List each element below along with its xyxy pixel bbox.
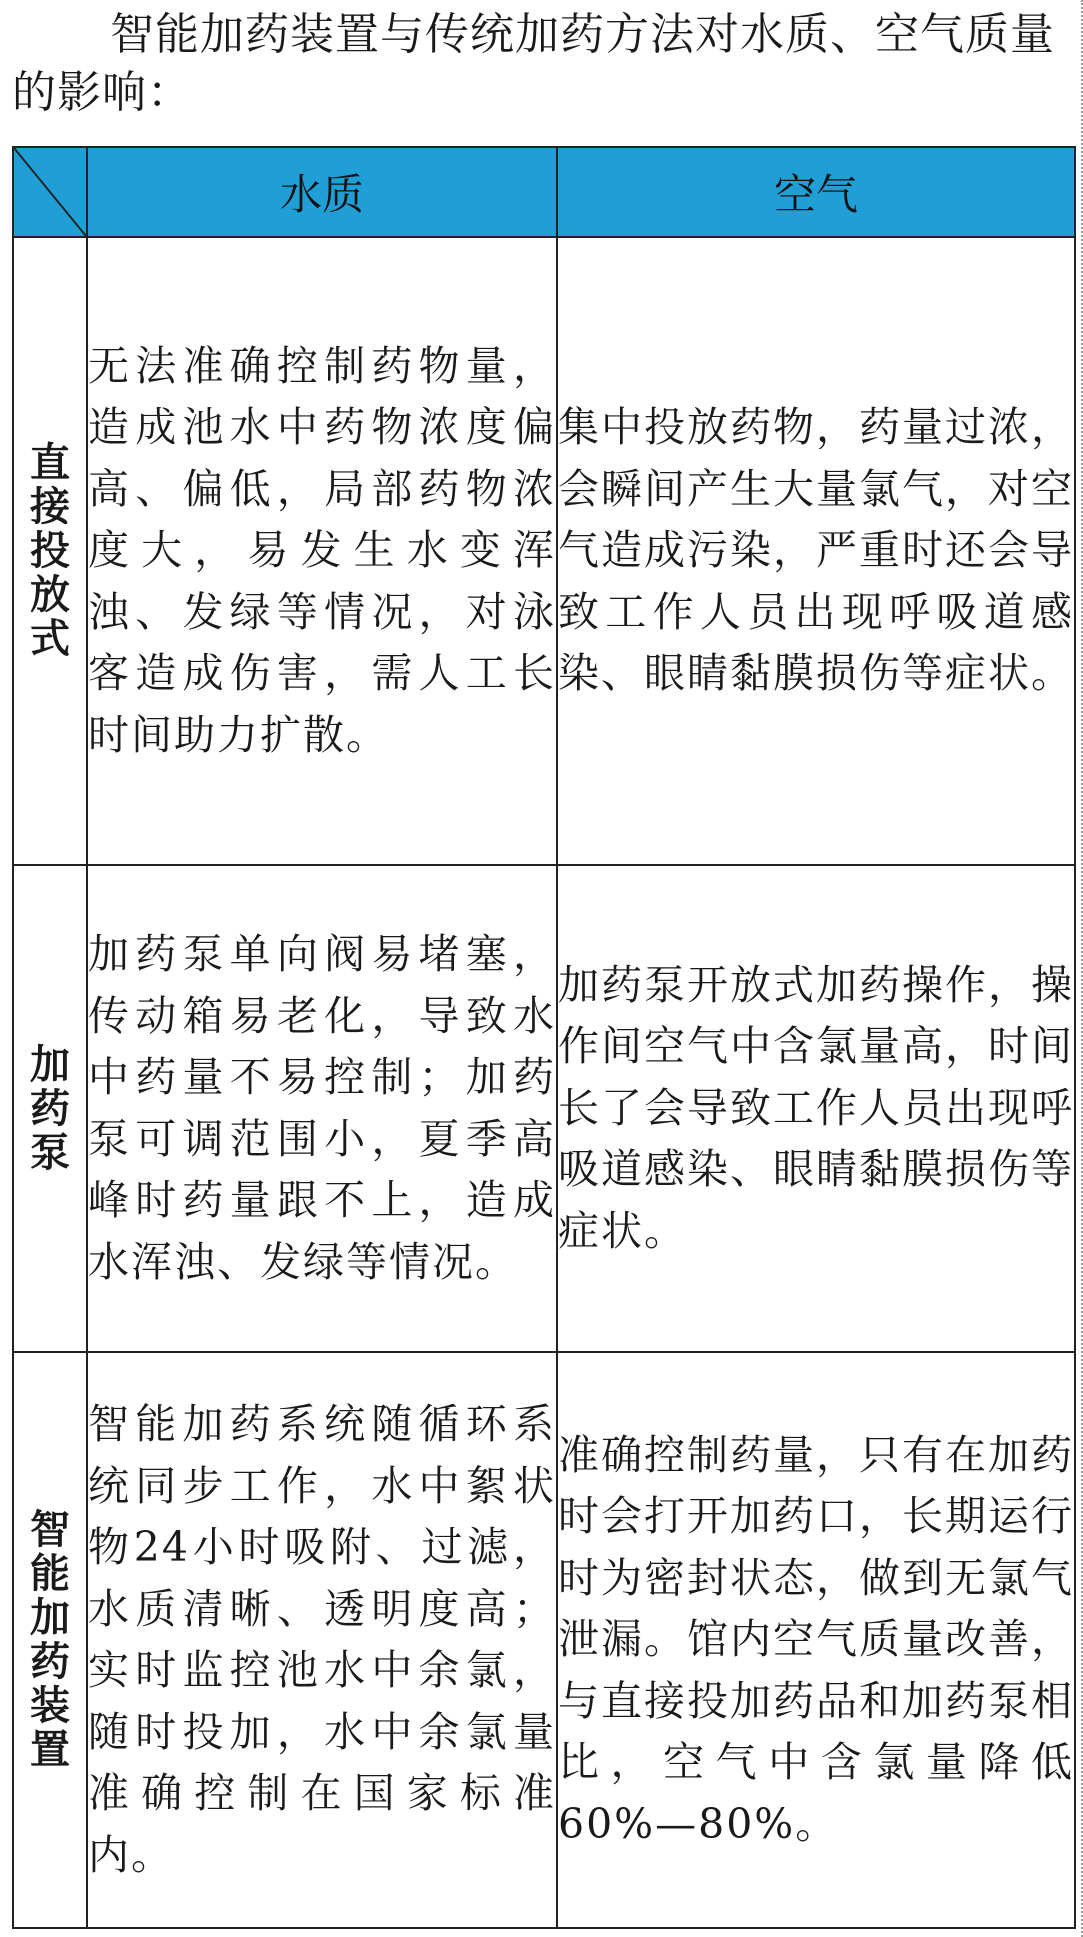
table-row [13, 865, 1075, 1352]
comparison-table [12, 146, 1076, 1929]
cell-air-dosing-pump: 加药泵开放式加药操作，操作间空气中含氯量高，时间长了会导致工作人员出现呼吸道感染、眼睛黏膜损伤等症状。 [557, 865, 1075, 1352]
cell-water-direct-dosing: 无法准确控制药物量，造成池水中药物浓度偏高、偏低，局部药物浓度大，易发生水变浑浊、发绿等情况，对泳客造成伤害，需人工长时间助力扩散。 [87, 237, 557, 865]
table-header-row [13, 147, 1075, 237]
cell-water-smart-dosing: 智能加药系统随循环系统同步工作，水中絮状物24小时吸附、过滤，水质清晰、透明度高；实时监控池水中余氯，随时投加，水中余氯量准确控制在国家标准内。 [87, 1352, 557, 1928]
row-label-direct-dosing [13, 237, 87, 865]
intro-text: 智能加药装置与传统加药方法对水质、空气质量的影响： [12, 9, 1055, 118]
header-water-quality: 水质 [87, 147, 557, 237]
cell-air-direct-dosing: 集中投放药物，药量过浓，会瞬间产生大量氯气，对空气造成污染，严重时还会导致工作人员出现呼吸道感染、眼睛黏膜损伤等症状。 [557, 237, 1075, 865]
row-label-smart-dosing [13, 1352, 87, 1928]
row-label-text: 加药泵 [30, 1041, 70, 1176]
cell-air-smart-dosing: 准确控制药量，只有在加药时会打开加药口，长期运行时为密封状态，做到无氯气泄漏。馆内空气质量改善，与直接投加药品和加药泵相比，空气中含氯量降低60%—80%。 [557, 1352, 1075, 1928]
header-air: 空气 [557, 147, 1075, 237]
corner-cell [13, 147, 87, 237]
row-label-text: 直接投放式 [30, 440, 70, 662]
row-label-dosing-pump [13, 865, 87, 1352]
row-label-text: 智能加药装置 [30, 1507, 70, 1773]
corner-diagonal-line [14, 148, 86, 236]
table-row [13, 1352, 1075, 1928]
cell-water-dosing-pump: 加药泵单向阀易堵塞，传动箱易老化，导致水中药量不易控制；加药泵可调范围小，夏季高峰时药量跟不上，造成水浑浊、发绿等情况。 [87, 865, 557, 1352]
table-row [13, 237, 1075, 865]
